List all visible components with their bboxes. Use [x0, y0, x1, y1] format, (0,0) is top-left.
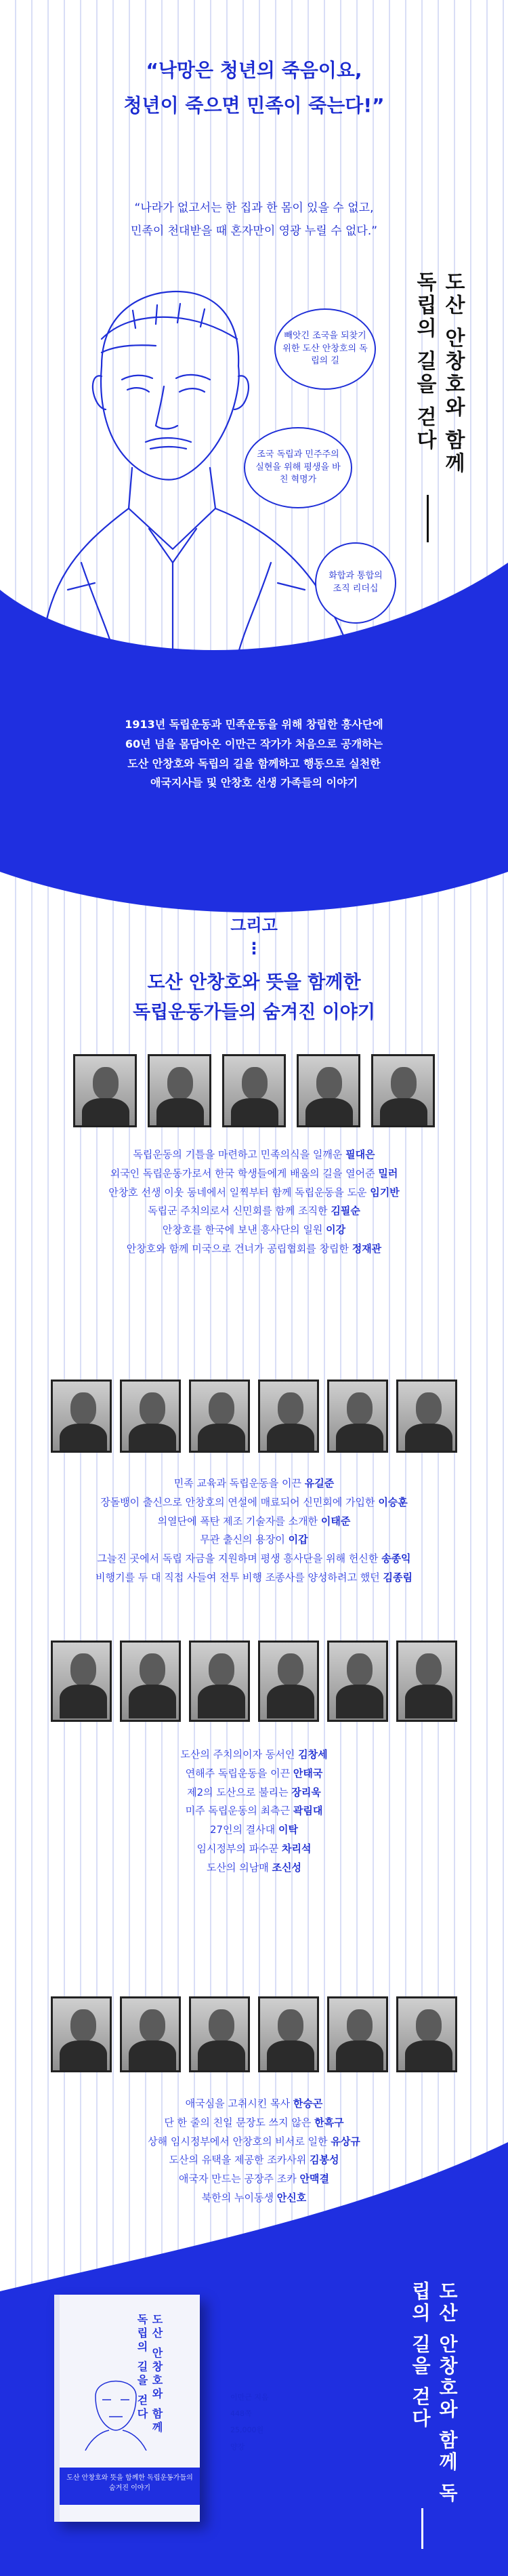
- names-group-1: [0, 1146, 508, 1259]
- book-cover-portrait: [79, 2369, 153, 2451]
- book-cover: [54, 2295, 200, 2522]
- person-name: 이승훈: [378, 1495, 408, 1508]
- person-name: 유상규: [331, 2135, 360, 2148]
- name-line: 연해주 독립운동을 이끈 안태국: [185, 1767, 323, 1779]
- name-line: 미주 독립운동의 최측근 곽림대: [185, 1805, 323, 1817]
- portrait-photo: [148, 1054, 211, 1127]
- book-title-vertical: 도산 안창호와 함께 독립의 길을 걷다: [412, 271, 465, 475]
- portrait-photo: [396, 1641, 457, 1722]
- name-line: 북한의 누이동생 안신호: [201, 2191, 307, 2204]
- blue-wave-top: [0, 563, 508, 698]
- section-heading-line2: 독립운동가들의 숨겨진 이야기: [133, 1002, 375, 1023]
- footer-title-rule: [421, 2508, 423, 2549]
- portrait-photo: [396, 1996, 457, 2072]
- name-line: 도산의 의남매 조신성: [207, 1861, 301, 1874]
- sub-quote: [0, 197, 508, 243]
- name-line: 제2의 도산으로 불리는 장리욱: [187, 1786, 321, 1798]
- name-line: 그늘진 곳에서 독립 자금을 지원하며 평생 흥사단을 위해 헌신한 송종익: [97, 1552, 411, 1565]
- name-line: 의열단에 폭탄 제조 기술자를 소개한 이태준: [157, 1514, 351, 1527]
- portrait-photo: [51, 1996, 112, 2072]
- portrait-photo: [73, 1054, 137, 1127]
- person-name: 김봉성: [309, 2154, 339, 2167]
- name-line: 애국자 만드는 공장주 조카 안맥결: [179, 2173, 329, 2185]
- person-name: 장리욱: [291, 1786, 321, 1798]
- portrait-photo: [51, 1641, 112, 1722]
- portrait-row-2: [0, 1380, 508, 1453]
- person-name: 임기반: [370, 1186, 400, 1199]
- name-line: 민족 교육과 독립운동을 이끈 유길준: [173, 1477, 335, 1489]
- section-heading: [0, 968, 508, 1028]
- portrait-photo: [396, 1380, 457, 1453]
- person-name: 안신호: [276, 2191, 307, 2204]
- section-dots: ⋮: [246, 939, 262, 958]
- intro-line: 애국지사들 및 안창호 선생 가족들의 이야기: [150, 776, 358, 790]
- name-line: 상해 임시정부에서 안창호의 비서로 일한 유상규: [148, 2135, 360, 2148]
- sub-quote-line2: 민족이 천대받을 때 혼자만이 영광 누릴 수 없다.”: [130, 224, 378, 238]
- person-name: 김창세: [298, 1748, 328, 1760]
- name-line: 안창호 선생 이웃 동네에서 일찍부터 함께 독립운동을 도운 임기반: [108, 1186, 400, 1199]
- person-name: 정재관: [352, 1242, 382, 1255]
- portrait-row-1: [0, 1054, 508, 1127]
- portrait-photo: [327, 1996, 388, 2072]
- person-name: 조신성: [272, 1861, 301, 1874]
- person-name: 이탁: [278, 1824, 299, 1836]
- portrait-photo: [189, 1380, 250, 1453]
- portrait-photo: [120, 1380, 181, 1453]
- person-name: 한흑구: [314, 2116, 344, 2129]
- book-title-vertical-footer: 도산 안창호와 함께 독립의 길을 걷다: [409, 2281, 459, 2505]
- section-and: 그리고: [230, 916, 278, 935]
- intro-text: [0, 715, 508, 793]
- portrait-photo: [189, 1996, 250, 2072]
- person-name: 안맥결: [299, 2173, 329, 2185]
- portrait-photo: [51, 1380, 112, 1453]
- portrait-photo: [258, 1641, 319, 1722]
- portrait-row-4: [0, 1996, 508, 2072]
- person-name: 이갑: [288, 1533, 308, 1546]
- book-cover-title: 도산 안창호와 함께 독립의 길을 걷다: [135, 2314, 163, 2436]
- portrait-photo: [327, 1641, 388, 1722]
- name-line: 27인의 결사대 이탁: [209, 1824, 299, 1836]
- name-line: 단 한 줄의 친일 문장도 쓰지 않은 한흑구: [164, 2116, 344, 2129]
- portrait-row-3: [0, 1641, 508, 1722]
- person-name: 밀러: [378, 1167, 398, 1180]
- person-name: 한승곤: [293, 2097, 323, 2110]
- portrait-photo: [258, 1996, 319, 2072]
- book-info: [230, 2390, 269, 2455]
- section-heading-line1: 도산 안창호와 뜻을 함께한: [147, 972, 361, 993]
- name-line: 애국심을 고취시킨 목사 한승곤: [185, 2097, 323, 2110]
- person-name: 김종림: [383, 1571, 412, 1584]
- portrait-photo: [327, 1380, 388, 1453]
- portrait-photo: [222, 1054, 286, 1127]
- name-line: 장돌뱅이 출신으로 안창호의 연설에 매료되어 신민회에 가입한 이승훈: [100, 1495, 408, 1508]
- person-name: 김필순: [331, 1205, 360, 1217]
- intro-line: 60년 넘을 몸담아온 이만근 작가가 처음으로 공개하는: [125, 737, 383, 750]
- name-line: 비행기를 두 대 직접 사들여 전투 비행 조종사를 양성하려고 했던 김종림: [96, 1571, 412, 1584]
- bubble-independence-path: 빼앗긴 조국을 되찾기 위한 도산 안창호의 독립의 길: [274, 308, 376, 390]
- bubble-leadership: 화합과 통합의 조직 리더십: [315, 542, 396, 624]
- book-author: 이만근 지음: [230, 2393, 269, 2402]
- sub-quote-line1: “나라가 없고서는 한 집과 한 몸이 있을 수 없고,: [134, 201, 374, 215]
- intro-line: 도산 안창호와 독립의 길을 함께하고 행동으로 실천한: [127, 757, 381, 770]
- name-line: 독립군 주치의로서 신민회를 함께 조직한 김필순: [148, 1205, 360, 1217]
- person-name: 이강: [326, 1224, 346, 1236]
- name-line: 외국인 독립운동가로서 한국 학생들에게 배움의 길을 열어준 밀러: [110, 1167, 398, 1180]
- name-line: 독립운동의 기틀을 마련하고 민족의식을 일깨운 필대은: [133, 1148, 375, 1161]
- portrait-photo: [120, 1641, 181, 1722]
- main-quote-line2: 청년이 죽으면 민족이 죽는다!”: [123, 94, 385, 117]
- names-group-3: [0, 1746, 508, 1877]
- book-price: 25,000원: [230, 2426, 264, 2435]
- portrait-photo: [258, 1380, 319, 1453]
- book-cover-band: [60, 2468, 200, 2505]
- portrait-photo: [189, 1641, 250, 1722]
- bubble-revolutionary: 조국 독립과 민주주의 실현을 위해 평생을 바친 혁명가: [244, 427, 352, 508]
- title-rule: [427, 495, 429, 542]
- name-line: 임시정부의 파수꾼 차리석: [196, 1842, 312, 1855]
- name-line: 도산의 주치의이자 동서인 김창세: [180, 1748, 328, 1760]
- portrait-photo: [371, 1054, 435, 1127]
- main-quote: [0, 53, 508, 123]
- name-line: 도산의 유택을 제공한 조카사위 김봉성: [169, 2154, 339, 2167]
- portrait-photo: [120, 1996, 181, 2072]
- person-name: 필대은: [345, 1148, 375, 1161]
- name-line: 무관 출신의 용장이 이갑: [200, 1533, 308, 1546]
- book-band-text: 도산 안창호와 뜻을 함께한 독립운동가들의 숨겨진 이야기: [66, 2474, 193, 2492]
- intro-line: 1913년 독립운동과 민족운동을 위해 창립한 흥사단에: [125, 718, 383, 731]
- names-group-2: [0, 1474, 508, 1588]
- name-line: 안창호를 한국에 보낸 흥사단의 일원 이강: [162, 1224, 346, 1236]
- main-quote-line1: “낙망은 청년의 죽음이요,: [146, 59, 362, 81]
- book-binding: 양장: [230, 2442, 245, 2451]
- portrait-photo: [297, 1054, 360, 1127]
- person-name: 안태국: [293, 1767, 323, 1779]
- person-name: 곽림대: [293, 1805, 323, 1817]
- book-pages: 448쪽: [230, 2409, 252, 2419]
- name-line: 안창호와 함께 미국으로 건너가 공립협회를 창립한 정재관: [126, 1242, 382, 1255]
- person-name: 유길준: [304, 1477, 335, 1489]
- person-name: 이태준: [320, 1514, 351, 1527]
- person-name: 차리석: [281, 1842, 312, 1855]
- person-name: 송종익: [381, 1552, 411, 1565]
